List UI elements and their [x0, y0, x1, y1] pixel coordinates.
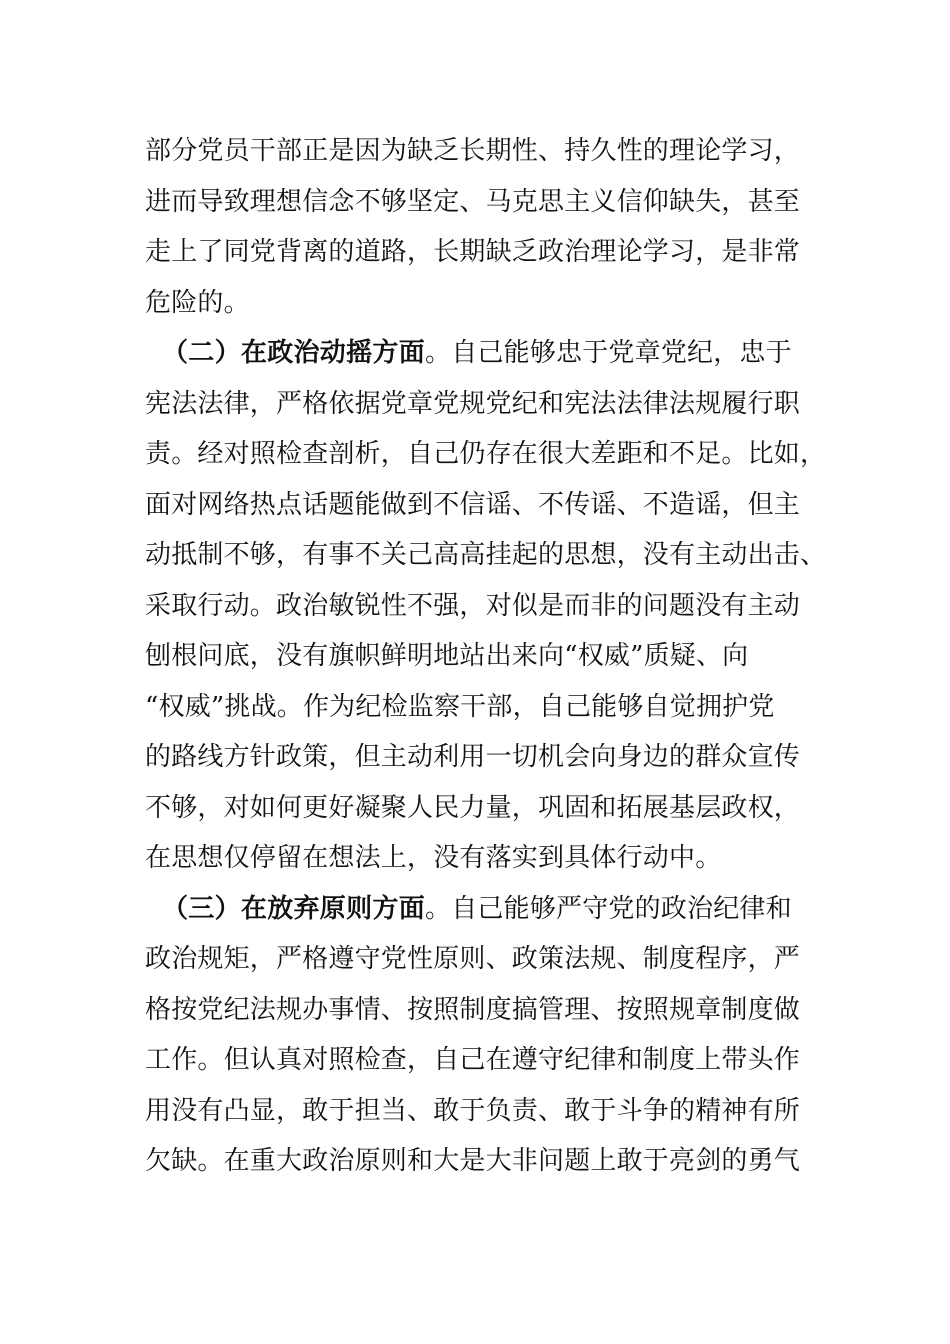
paragraph-line: 部分党员干部正是因为缺乏长期性、持久性的理论学习，: [145, 136, 801, 166]
paragraph-line: 欠缺。在重大政治原则和大是大非问题上敢于亮剑的勇气: [145, 1146, 801, 1176]
paragraph-first-line-text: 。自己能够忠于党章党纪，忠于: [425, 338, 792, 368]
paragraph-1: [145, 126, 805, 328]
section-heading-abandoning-principles: （三）在放弃原则方面: [162, 893, 426, 924]
paragraph-3: [145, 884, 805, 1187]
paragraph-line: 用没有凸显，敢于担当、敢于负责、敢于斗争的精神有所: [145, 1095, 801, 1126]
paragraph-line: 政治规矩，严格遵守党性原则、政策法规、制度程序，严: [145, 944, 801, 974]
paragraph-line: 进而导致理想信念不够坚定、马克思主义信仰缺失，甚至: [145, 186, 801, 217]
paragraph-line: 不够，对如何更好凝聚人民力量，巩固和拓展基层政权，: [145, 792, 801, 823]
paragraph-line: 在思想仅停留在想法上，没有落实到具体行动中。: [145, 843, 722, 873]
paragraph-line: 宪法法律，严格依据党章党规党纪和宪法法律法规履行职: [145, 388, 801, 419]
paragraph-line: “权威”挑战。作为纪检监察干部，自己能够自觉拥护党: [145, 691, 775, 722]
paragraph-first-line-text: 。自己能够严守党的政治纪律和: [425, 893, 792, 924]
paragraph-first-line: [145, 328, 805, 379]
paragraph-line: 面对网络热点话题能做到不信谣、不传谣、不造谣，但主: [145, 489, 801, 520]
paragraph-line: 刨根问底，没有旗帜鲜明地站出来向“权威”质疑、向: [145, 641, 749, 671]
paragraph-line: 走上了同党背离的道路，长期缺乏政治理论学习，是非常: [145, 237, 801, 267]
section-heading-political-wavering: （二）在政治动摇方面: [162, 338, 426, 368]
paragraph-line: 的路线方针政策，但主动利用一切机会向身边的群众宣传: [145, 742, 801, 772]
paragraph-line: 责。经对照检查剖析，自己仍存在很大差距和不足。比如，: [145, 439, 827, 469]
document-body: [145, 126, 827, 1187]
paragraph-line: 格按党纪法规办事情、按照制度搞管理、按照规章制度做: [145, 994, 801, 1025]
paragraph-line: 采取行动。政治敏锐性不强，对似是而非的问题没有主动: [145, 590, 801, 621]
paragraph-line: 动抵制不够，有事不关己高高挂起的思想，没有主动出击、: [145, 540, 827, 570]
paragraph-2: [145, 328, 827, 884]
paragraph-first-line: [145, 884, 805, 935]
paragraph-line: 危险的。: [145, 287, 250, 318]
paragraph-line: 工作。但认真对照检查，自己在遵守纪律和制度上带头作: [145, 1045, 801, 1075]
